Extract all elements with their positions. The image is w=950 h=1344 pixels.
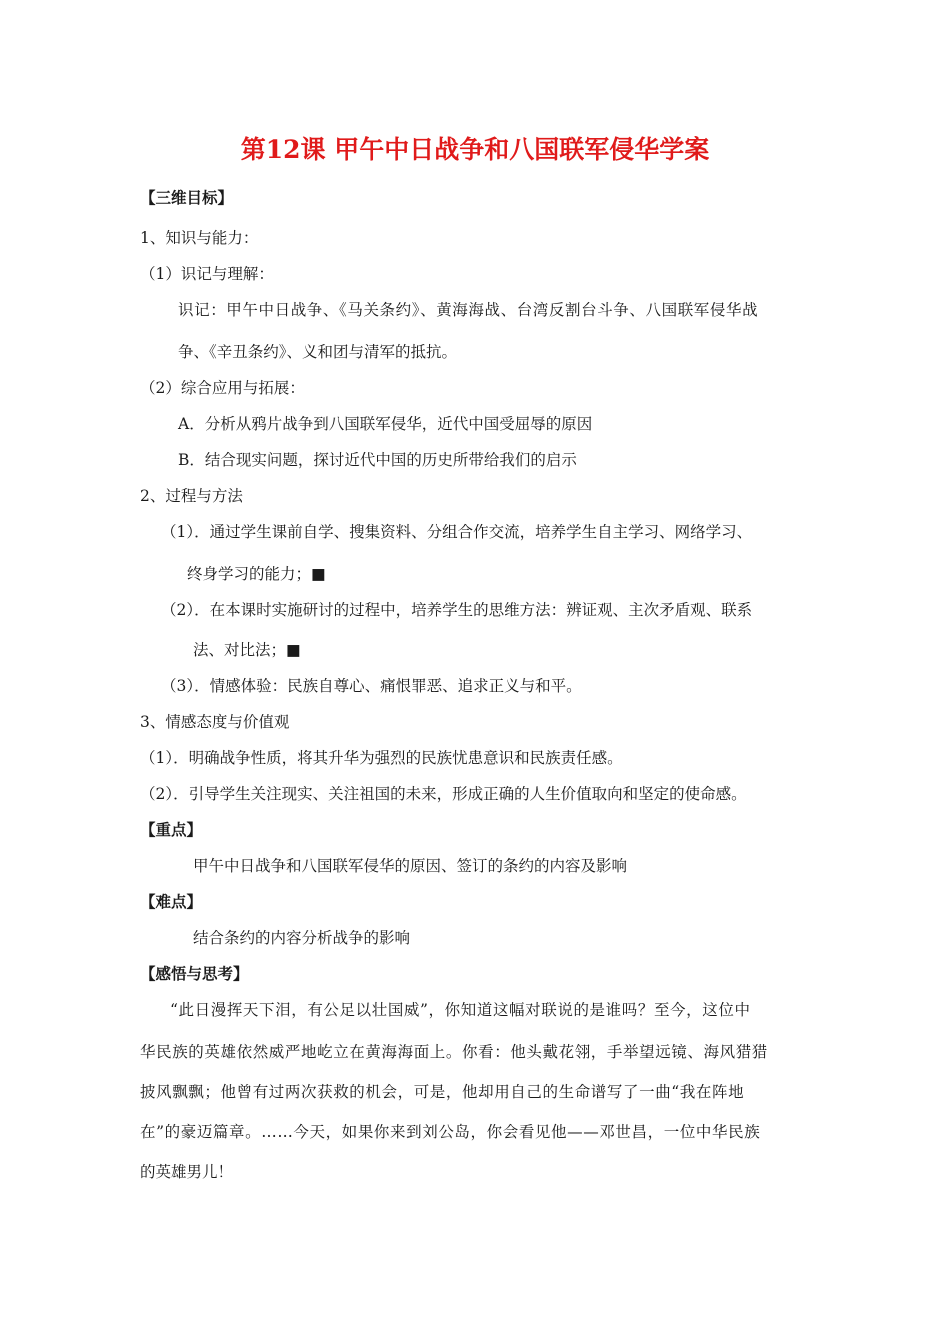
goal-2-1-text-a: （1）．通过学生课前自学、搜集资料、分组合作交流，培养学生自主学习、网络学习、 <box>161 523 753 541</box>
goal-2-heading: 2、过程与方法 <box>140 487 243 505</box>
goal-2-3-text: （3）．情感体验：民族自尊心、痛恨罪恶、追求正义与和平。 <box>161 677 582 695</box>
section-heading-goals: 【三维目标】 <box>140 188 234 207</box>
key-points-text: 甲午中日战争和八国联军侵华的原因、签订的条约的内容及影响 <box>193 857 628 875</box>
reflection-paragraph-line: “此日漫挥天下泪，有公足以壮国威”，你知道这幅对联说的是谁吗？至今，这位中 <box>170 1001 751 1019</box>
goal-1-heading: 1、知识与能力： <box>140 229 259 247</box>
goal-3-heading: 3、情感态度与价值观 <box>140 713 290 731</box>
reflection-paragraph-line: 披风飘飘；他曾有过两次获救的机会，可是，他却用自己的生命谱写了一曲“我在阵地 <box>140 1083 745 1101</box>
goal-3-2-text: （2）．引导学生关注现实、关注祖国的未来，形成正确的人生价值取向和坚定的使命感。 <box>140 785 747 803</box>
goal-2-2-text-b: 法、对比法；■ <box>193 641 301 659</box>
difficulty-text: 结合条约的内容分析战争的影响 <box>193 929 411 947</box>
reflection-paragraph-line: 华民族的英雄依然威严地屹立在黄海海面上。你看：他头戴花翎，手举望远镜、海风猎猎 <box>140 1043 768 1061</box>
reflection-paragraph-line: 在”的豪迈篇章。……今天，如果你来到刘公岛，你会看见他——邓世昌，一位中华民族 <box>140 1123 761 1141</box>
section-heading-reflection: 【感悟与思考】 <box>140 964 249 983</box>
goal-2-1-text-b: 终身学习的能力；■ <box>187 565 326 583</box>
goal-3-1-text: （1）．明确战争性质，将其升华为强烈的民族忧患意识和民族责任感。 <box>140 749 623 767</box>
section-heading-key-points: 【重点】 <box>140 820 203 839</box>
goal-1-2-item-b: B．结合现实问题，探讨近代中国的历史所带给我们的启示 <box>178 451 577 469</box>
goal-1-1-text-a: 识记：甲午中日战争、《马关条约》、黄海海战、台湾反割台斗争、八国联军侵华战 <box>178 301 759 319</box>
goal-1-2-heading: （2）综合应用与拓展： <box>140 379 305 397</box>
goal-1-1-heading: （1）识记与理解： <box>140 265 274 283</box>
page-title: 第12课 甲午中日战争和八国联军侵华学案 <box>240 135 710 164</box>
section-heading-difficulty: 【难点】 <box>140 892 203 911</box>
goal-2-2-text-a: （2）．在本课时实施研讨的过程中，培养学生的思维方法：辨证观、主次矛盾观、联系 <box>161 601 753 619</box>
goal-1-2-item-a: A．分析从鸦片战争到八国联军侵华，近代中国受屈辱的原因 <box>178 415 593 433</box>
goal-1-1-text-b: 争、《辛丑条约》、义和团与清军的抵抗。 <box>178 343 458 361</box>
reflection-paragraph-line: 的英雄男儿！ <box>140 1163 234 1181</box>
